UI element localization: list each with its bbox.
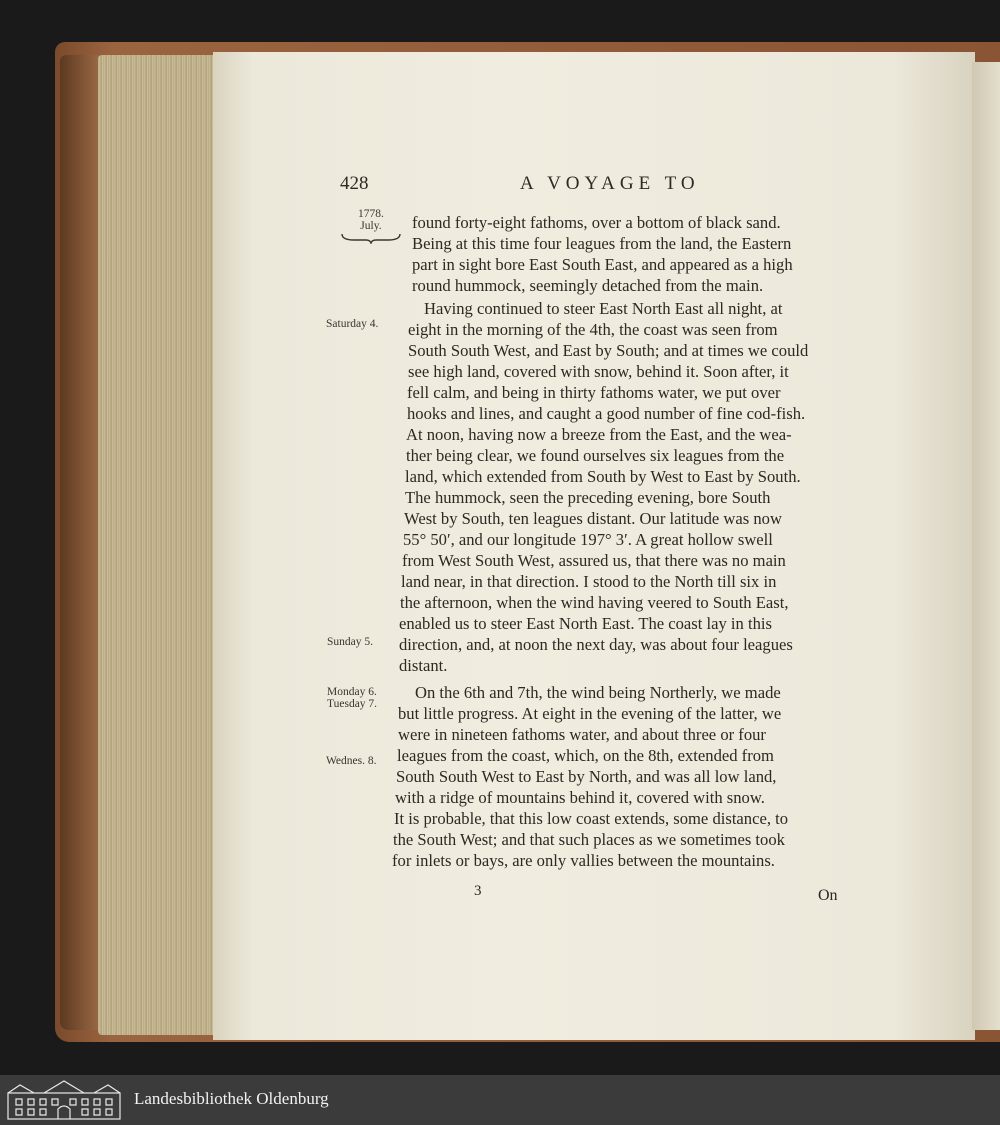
text-line: 55° 50′, and our longitude 197° 3′. A great hollow swell (403, 530, 773, 549)
text-line: from West South West, assured us, that there was no main (402, 551, 786, 570)
text-line: Being at this time four leagues from the land, the Eastern (412, 234, 792, 253)
page-number: 428 (340, 173, 369, 194)
text-line: distant. (399, 656, 448, 675)
text-line: eight in the morning of the 4th, the coast was seen from (408, 320, 778, 339)
text-line: At noon, having now a breeze from the East, and the wea- (406, 425, 792, 444)
margin-note-tuesday: Tuesday 7. (327, 698, 378, 710)
text-line: land, which extended from South by West to East by South. (405, 467, 801, 486)
text-line: enabled us to steer East North East. The coast lay in this (399, 614, 772, 633)
text-line: the afternoon, when the wind having veered to South East, (400, 593, 789, 612)
margin-date (358, 208, 384, 232)
margin-note-sunday: Sunday 5. (327, 636, 373, 648)
signature-mark: 3 (474, 883, 482, 899)
text-line: leagues from the coast, which, on the 8th, extended from (397, 746, 774, 765)
library-name: Landesbibliothek Oldenburg (134, 1089, 329, 1108)
text-line: direction, and, at noon the next day, was about four leagues (399, 635, 793, 654)
cover-spine-shadow (60, 55, 100, 1030)
text-line: On the 6th and 7th, the wind being Northerly, we made (415, 683, 781, 702)
text-line: but little progress. At eight in the evening of the latter, we (398, 704, 782, 723)
facing-page-edge (972, 62, 1000, 1030)
text-line: fell calm, and being in thirty fathoms water, we put over (407, 383, 781, 402)
text-line: see high land, covered with snow, behind it. Soon after, it (408, 362, 789, 381)
text-line: ther being clear, we found ourselves six leagues from the (406, 446, 785, 465)
margin-note-wednesday: Wednes. 8. (326, 755, 377, 767)
text-line: were in nineteen fathoms water, and about three or four (398, 725, 766, 744)
margin-year: 1778. (358, 208, 384, 220)
catchword: On (818, 887, 838, 904)
text-line: South South West, and East by South; and at times we could (408, 341, 809, 360)
margin-note-monday: Monday 6. (327, 686, 377, 698)
library-building-logo (6, 1079, 122, 1121)
text-line: part in sight bore East South East, and appeared as a high (412, 255, 793, 274)
margin-note-saturday: Saturday 4. (326, 318, 379, 330)
text-line: The hummock, seen the preceding evening, bore South (405, 488, 771, 507)
text-line: Having continued to steer East North East all night, at (424, 299, 783, 318)
text-line: West by South, ten leagues distant. Our latitude was now (404, 509, 782, 528)
text-line: found forty-eight fathoms, over a bottom of black sand. (412, 213, 781, 232)
running-title: A VOYAGE TO (520, 173, 700, 194)
library-footer (0, 1075, 1000, 1125)
text-line: South South West to East by North, and was all low land, (396, 767, 777, 786)
text-line: round hummock, seemingly detached from the main. (412, 276, 764, 295)
text-line: with a ridge of mountains behind it, covered with snow. (395, 788, 765, 807)
text-line: the South West; and that such places as we sometimes took (393, 830, 785, 849)
brace-icon (340, 232, 402, 244)
text-line: It is probable, that this low coast extends, some distance, to (394, 809, 789, 828)
running-head (340, 173, 860, 197)
text-line: hooks and lines, and caught a good number of fine cod-fish. (407, 404, 806, 423)
page-edges (98, 55, 216, 1035)
text-line: land near, in that direction. I stood to the North till six in (401, 572, 777, 591)
margin-month: July. (360, 220, 382, 232)
text-line: for inlets or bays, are only vallies between the mountains. (392, 851, 775, 870)
